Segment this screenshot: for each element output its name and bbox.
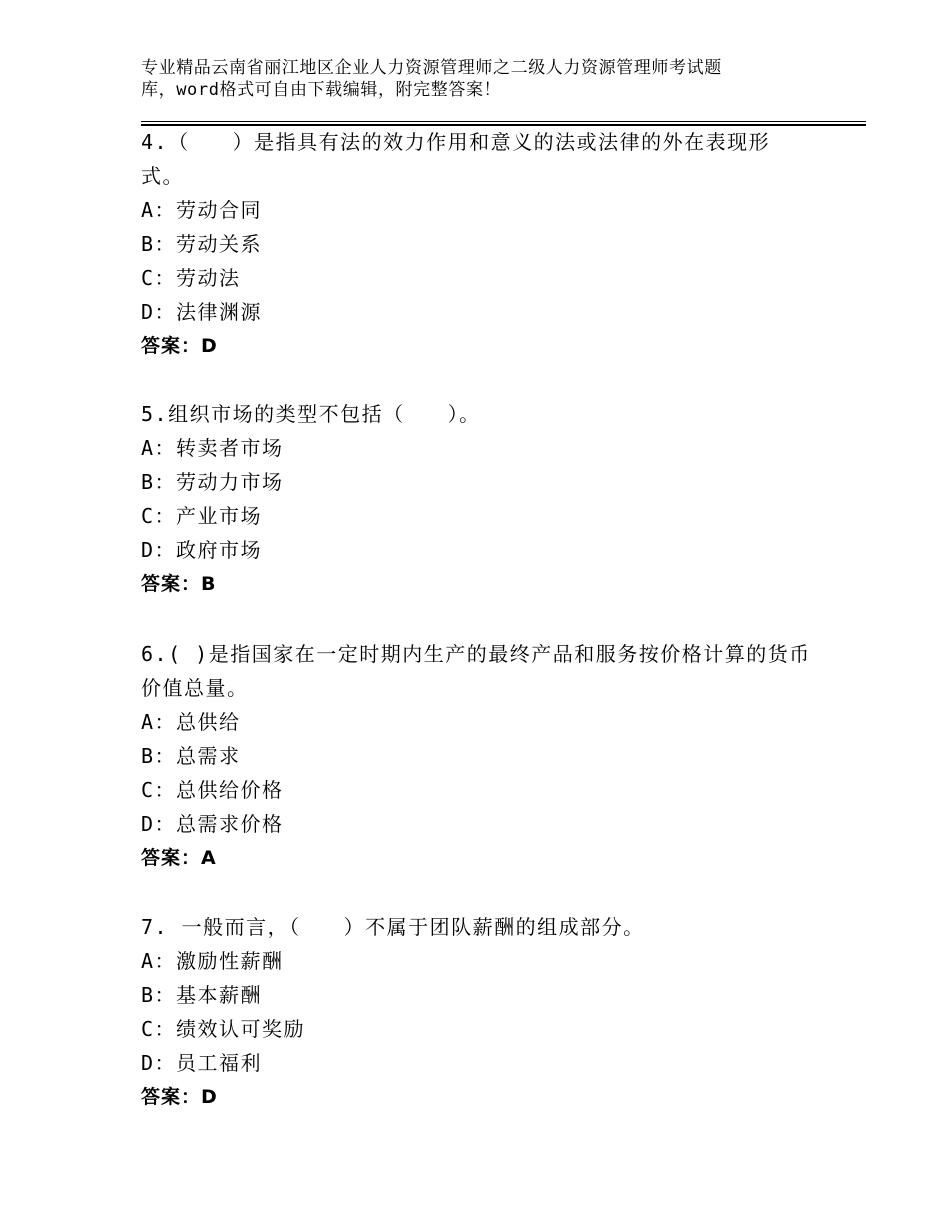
option-b: B：基本薪酬 [141, 983, 263, 1007]
option-c: C：总供给价格 [141, 778, 284, 802]
option-c: C：绩效认可奖励 [141, 1017, 306, 1041]
option-b: B：劳动力市场 [141, 470, 284, 494]
option-d: D：员工福利 [141, 1051, 263, 1075]
option-b: B：劳动关系 [141, 232, 263, 256]
question-stem-line: 7. 一般而言，（ ）不属于团队薪酬的组成部分。 [141, 915, 645, 939]
header-divider-thin [141, 121, 866, 122]
option-d: D：法律渊源 [141, 300, 263, 324]
question-stem-line: 价值总量。 [141, 676, 249, 700]
question-5 [141, 398, 821, 602]
option-c: C：劳动法 [141, 266, 241, 290]
option-c: C：产业市场 [141, 504, 263, 528]
question-stem-line: 4.（ ）是指具有法的效力作用和意义的法或法律的外在表现形 [141, 130, 771, 154]
question-stem-line: 6.( )是指国家在一定时期内生产的最终产品和服务按价格计算的货币 [141, 642, 811, 666]
question-stem-line: 5.组织市场的类型不包括（ ）。 [141, 402, 481, 426]
option-a: A：转卖者市场 [141, 436, 284, 460]
option-b: B：总需求 [141, 744, 241, 768]
option-d: D：政府市场 [141, 538, 263, 562]
question-stem-line: 式。 [141, 164, 184, 188]
question-4 [141, 126, 821, 364]
option-a: A：总供给 [141, 710, 241, 734]
document-header [141, 57, 841, 101]
question-7 [141, 911, 821, 1115]
option-a: A：激励性薪酬 [141, 949, 284, 973]
answer-label: 答案：D [141, 335, 218, 357]
answer-label: 答案：B [141, 573, 217, 595]
answer-label: 答案：D [141, 1086, 218, 1108]
option-a: A：劳动合同 [141, 198, 263, 222]
option-d: D：总需求价格 [141, 812, 284, 836]
question-6 [141, 638, 821, 876]
header-title-line-1: 专业精品云南省丽江地区企业人力资源管理师之二级人力资源管理师考试题 [141, 58, 722, 78]
header-title-line-2: 库，word格式可自由下载编辑，附完整答案！ [141, 80, 502, 100]
answer-label: 答案：A [141, 847, 217, 869]
